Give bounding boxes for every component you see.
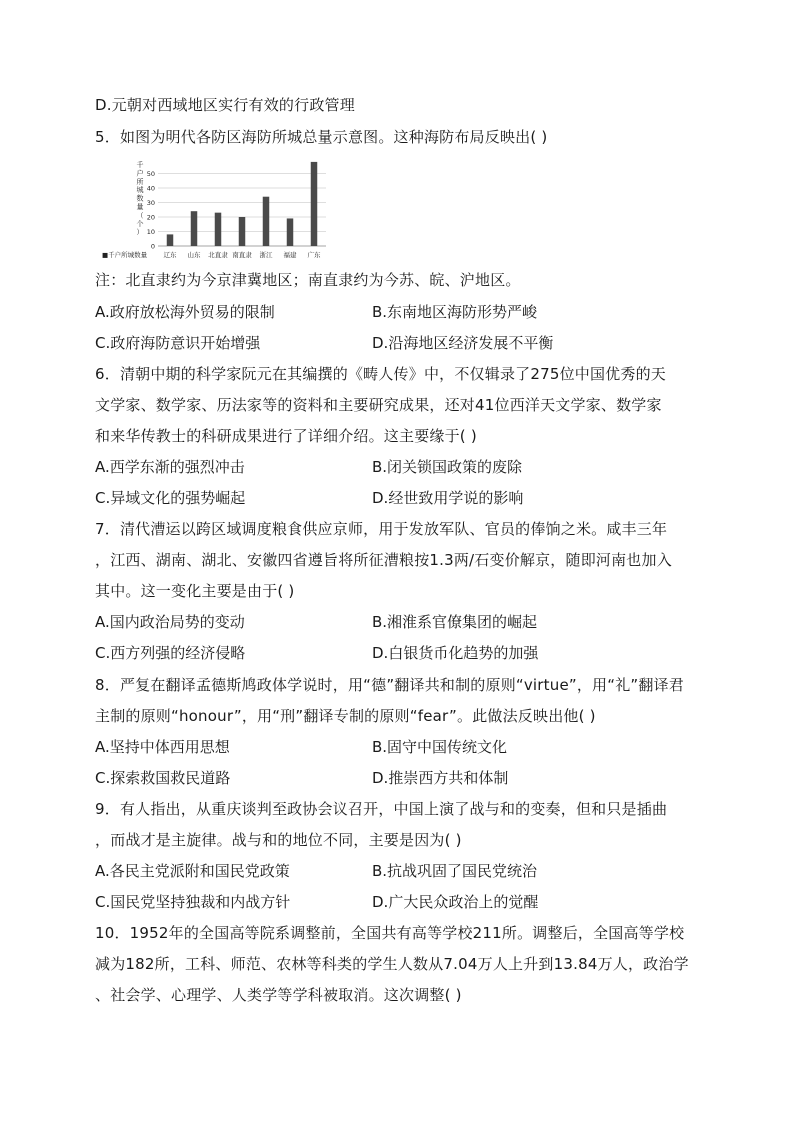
q9-option-c[interactable]: C.国民党坚持独裁和内战方针 (95, 893, 291, 911)
bar-7 (311, 162, 318, 246)
q8-option-b[interactable]: B.固守中国传统文化 (372, 738, 508, 756)
q6-stem-line-2: 文学家、数学家、历法家等的资料和主要研究成果，还对41位西洋天文学家、数学家 (95, 396, 662, 414)
q9-stem-line-2: ，而战才是主旋律。战与和的地位不同，主要是因为( ) (95, 831, 462, 849)
q6-stem-line-3: 和来华传教士的科研成果进行了详细介绍。这主要缘于( ) (95, 427, 477, 445)
q8-option-a[interactable]: A.坚持中体西用思想 (95, 738, 230, 756)
q6-option-c[interactable]: C.异域文化的强势崛起 (95, 489, 246, 507)
x-tick-label: 浙江 (259, 251, 273, 259)
q6-option-a[interactable]: A.西学东渐的强烈冲击 (95, 458, 245, 476)
y-tick-label: 30 (146, 198, 155, 207)
q6-option-d[interactable]: D.经世致用学说的影响 (372, 489, 524, 507)
bars (167, 162, 318, 246)
q10-stem-line-1: 10．1952年的全国高等院系调整前，全国共有高等学校211所。调整后，全国高等学校 (95, 924, 685, 942)
y-tick-label: 20 (146, 213, 155, 222)
q8-stem-line-2: 主制的原则“honour”，用“刑”翻译专制的原则“fear”。此做法反映出他( ) (95, 707, 596, 725)
q7-stem-line-1: 7．清代漕运以跨区域调度粮食供应京师，用于发放军队、官员的俸饷之米。咸丰三年 (95, 520, 668, 538)
q6-stem-line-1: 6．清朝中期的科学家阮元在其编撰的《畴人传》中，不仅辑录了275位中国优秀的天 (95, 365, 666, 383)
q7-stem-line-3: 其中。这一变化主要是由于( ) (95, 582, 295, 600)
q9-option-b[interactable]: B.抗战巩固了国民党统治 (372, 862, 538, 880)
y-tick-label: 40 (146, 184, 155, 193)
q7-option-c[interactable]: C.西方列强的经济侵略 (95, 644, 246, 662)
bar-3 (215, 213, 222, 246)
y-tick-label: 0 (150, 242, 155, 251)
q7-option-a[interactable]: A.国内政治局势的变动 (95, 613, 245, 631)
x-tick-label: 辽东 (163, 251, 177, 259)
q7-stem-line-2: ，江西、湖南、湖北、安徽四省遵旨将所征漕粮按1.3两/石变价解京，随即河南也加入 (95, 551, 672, 569)
q9-option-a[interactable]: A.各民主党派附和国民党政策 (95, 862, 290, 880)
q6-option-b[interactable]: B.闭关锁国政策的废除 (372, 458, 523, 476)
x-tick-label: 山东 (187, 251, 201, 259)
q8-option-d[interactable]: D.推崇西方共和体制 (372, 769, 509, 787)
q5-stem: 5．如图为明代各防区海防所城总量示意图。这种海防布局反映出( ) (95, 128, 548, 146)
q5-option-c[interactable]: C.政府海防意识开始增强 (95, 334, 261, 352)
bar-1 (167, 234, 174, 246)
y-axis-title (137, 160, 144, 236)
x-axis-labels (164, 250, 322, 259)
x-tick-label: 南直隶 (232, 251, 252, 259)
q5-option-b[interactable]: B.东南地区海防形势严峻 (372, 303, 538, 321)
q8-option-c[interactable]: C.探索救国救民道路 (95, 769, 231, 787)
x-tick-label: 广东 (307, 251, 321, 259)
bar-4 (239, 217, 246, 246)
svg-text:千户所城数量（个）: 千户所城数量（个） (136, 161, 144, 237)
q10-stem-line-3: 、社会学、心理学、人类学等学科被取消。这次调整( ) (95, 986, 462, 1004)
y-tick-label: 50 (146, 169, 155, 178)
q5-option-a[interactable]: A.政府放松海外贸易的限制 (95, 303, 275, 321)
bar-2 (191, 211, 198, 246)
x-tick-label: 北直隶 (208, 251, 228, 259)
q7-option-b[interactable]: B.湘淮系官僚集团的崛起 (372, 613, 538, 631)
y-tick-label: 10 (146, 227, 155, 236)
bar-6 (287, 218, 294, 246)
chart-legend: ■千户所城数量 (102, 251, 148, 259)
q9-stem-line-1: 9．有人指出，从重庆谈判至政协会议召开，中国上演了战与和的变奏，但和只是插曲 (95, 800, 668, 818)
bar-5 (263, 197, 270, 246)
q4-option-d: D.元朝对西域地区实行有效的行政管理 (95, 96, 355, 114)
q9-option-d[interactable]: D.广大民众政治上的觉醒 (372, 893, 539, 911)
q5-option-d[interactable]: D.沿海地区经济发展不平衡 (372, 334, 554, 352)
q5-bar-chart (100, 155, 340, 265)
q7-option-d[interactable]: D.白银货币化趋势的加强 (372, 644, 539, 662)
x-tick-label: 福建 (283, 251, 297, 259)
q8-stem-line-1: 8．严复在翻译孟德斯鸠政体学说时，用“德”翻译共和制的原则“virtue”，用“礼”翻译君 (95, 676, 685, 694)
q5-note: 注：北直隶约为今京津冀地区；南直隶约为今苏、皖、沪地区。 (95, 271, 521, 289)
y-axis-ticks (147, 170, 155, 251)
q10-stem-line-2: 减为182所，工科、师范、农林等科类的学生人数从7.04万人上升到13.84万人，政治学 (95, 955, 689, 973)
